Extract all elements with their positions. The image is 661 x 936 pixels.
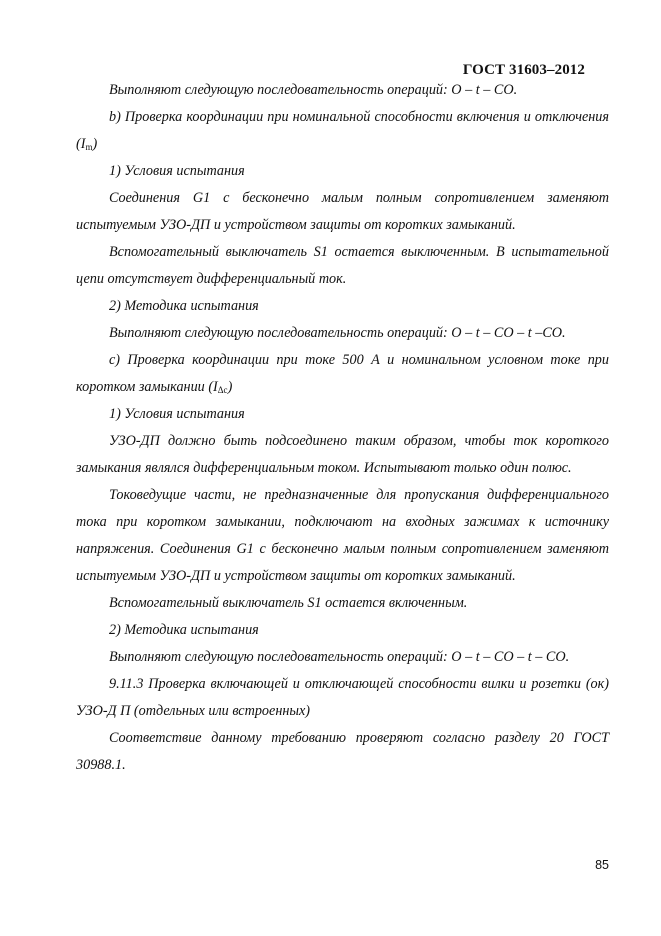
paragraph-operation-sequence-3: Выполняют следующую последовательность операций: О – t – СО – t – СО. xyxy=(109,649,570,665)
paragraph-c-text: c) Проверка координации при токе 500 А и номинальном условном токе при коротком замыкании (I xyxy=(76,352,609,395)
paragraph-test-conditions-1: 1) Условия испытания xyxy=(109,163,245,179)
paragraph-b-close: ) xyxy=(92,136,98,152)
paragraph-auxiliary-switch-on: Вспомогательный выключатель S1 остается включенным. xyxy=(109,595,468,611)
current-subscript-dc: Δc xyxy=(217,385,228,395)
current-subscript-m: m xyxy=(85,142,93,152)
paragraph-compliance: Соответствие данному требованию проверяют согласно разделу 20 ГОСТ 30988.1. xyxy=(76,730,609,773)
paragraph-g1-connections-1: Соединения G1 с бесконечно малым полным сопротивлением заменяют испытуемым УЗО-ДП и устройством защиты от коротких замыканий. xyxy=(76,190,609,233)
paragraph-live-parts: Токоведущие части, не предназначенные для пропускания дифференциального тока при коротком замыкании, подключают на входных зажимах к источнику напряжения. Соединения G1 с бесконечно малым полным сопротивлением заменяют испытуемым УЗО-ДП и устройством защиты от коротких замыканий. xyxy=(76,487,609,584)
paragraph-rcd-connection: УЗО-ДП должно быть подсоединено таким образом, чтобы ток короткого замыкания являлся дифференциальным током. Испытывают только один полюс. xyxy=(76,433,609,476)
paragraph-c-heading xyxy=(76,347,609,401)
paragraph-b-heading xyxy=(76,104,609,158)
paragraph-c-close: ) xyxy=(227,379,233,395)
document-header: ГОСТ 31603–2012 xyxy=(462,62,585,78)
paragraph-section-9-11-3: 9.11.3 Проверка включающей и отключающей способности вилки и розетки (ок) УЗО-Д П (отдельных или встроенных) xyxy=(76,676,609,719)
paragraph-test-method-1: 2) Методика испытания xyxy=(109,298,259,314)
paragraph-b-text: b) Проверка координации при номинальной способности включения и отключения (I xyxy=(76,109,609,152)
paragraph-test-conditions-2: 1) Условия испытания xyxy=(109,406,245,422)
document-body xyxy=(76,77,609,779)
paragraph-auxiliary-switch-off: Вспомогательный выключатель S1 остается выключенным. В испытательной цепи отсутствует дифференциальный ток. xyxy=(76,244,609,287)
paragraph-operation-sequence-1: Выполняют следующую последовательность операций: О – t – СО. xyxy=(109,82,518,98)
paragraph-operation-sequence-2: Выполняют следующую последовательность операций: О – t – СО – t –СО. xyxy=(109,325,566,341)
page-number: 85 xyxy=(595,858,609,872)
paragraph-test-method-2: 2) Методика испытания xyxy=(109,622,259,638)
